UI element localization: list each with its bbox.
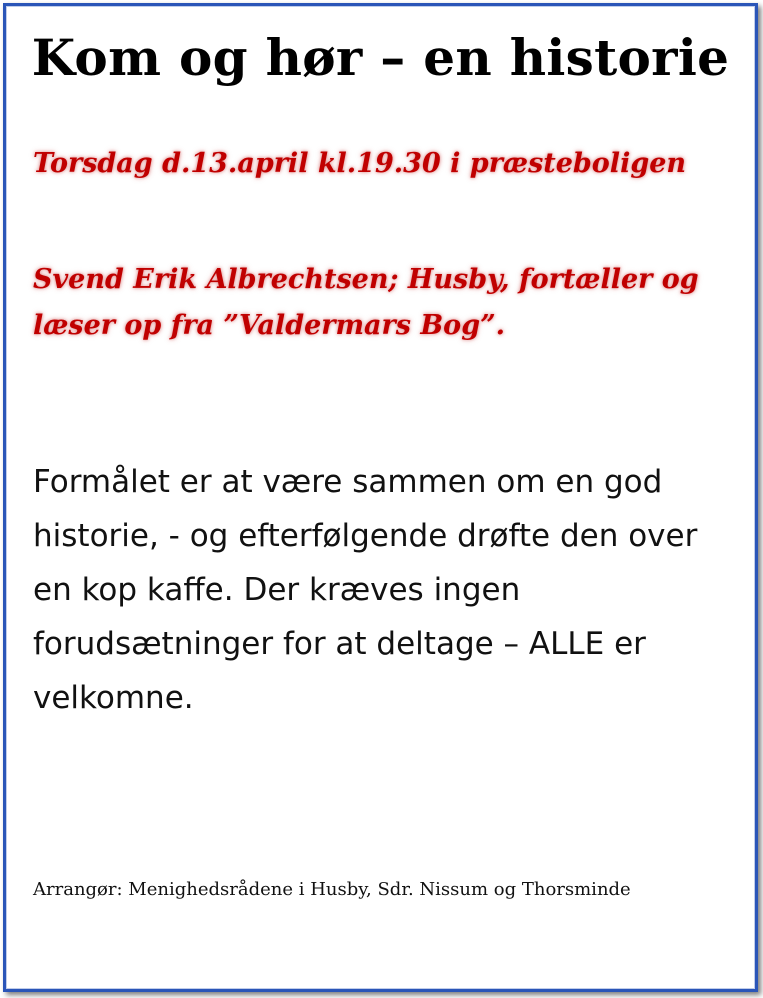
- description-line: velkomne.: [33, 680, 194, 716]
- description-line: historie, - og efterfølgende drøfte den over: [33, 518, 698, 554]
- organizer-line: Arrangør: Menighedsrådene i Husby, Sdr. Nissum og Thorsminde: [33, 879, 631, 900]
- speaker-line-1: Svend Erik Albrechtsen; Husby, fortæller og: [33, 264, 699, 295]
- description-paragraph: [33, 455, 733, 725]
- speaker-line-2: læser op fra ”Valdermars Bog”.: [33, 310, 505, 341]
- event-date-line: Torsdag d.13.april kl.19.30 i præsteboligen: [33, 148, 687, 179]
- description-line: en kop kaffe. Der kræves ingen: [33, 572, 521, 608]
- description-line: Formålet er at være sammen om en god: [33, 464, 663, 500]
- poster-frame: [3, 3, 758, 992]
- description-line: forudsætninger for at deltage – ALLE er: [33, 626, 646, 662]
- poster-title: Kom og hør – en historie: [31, 28, 730, 87]
